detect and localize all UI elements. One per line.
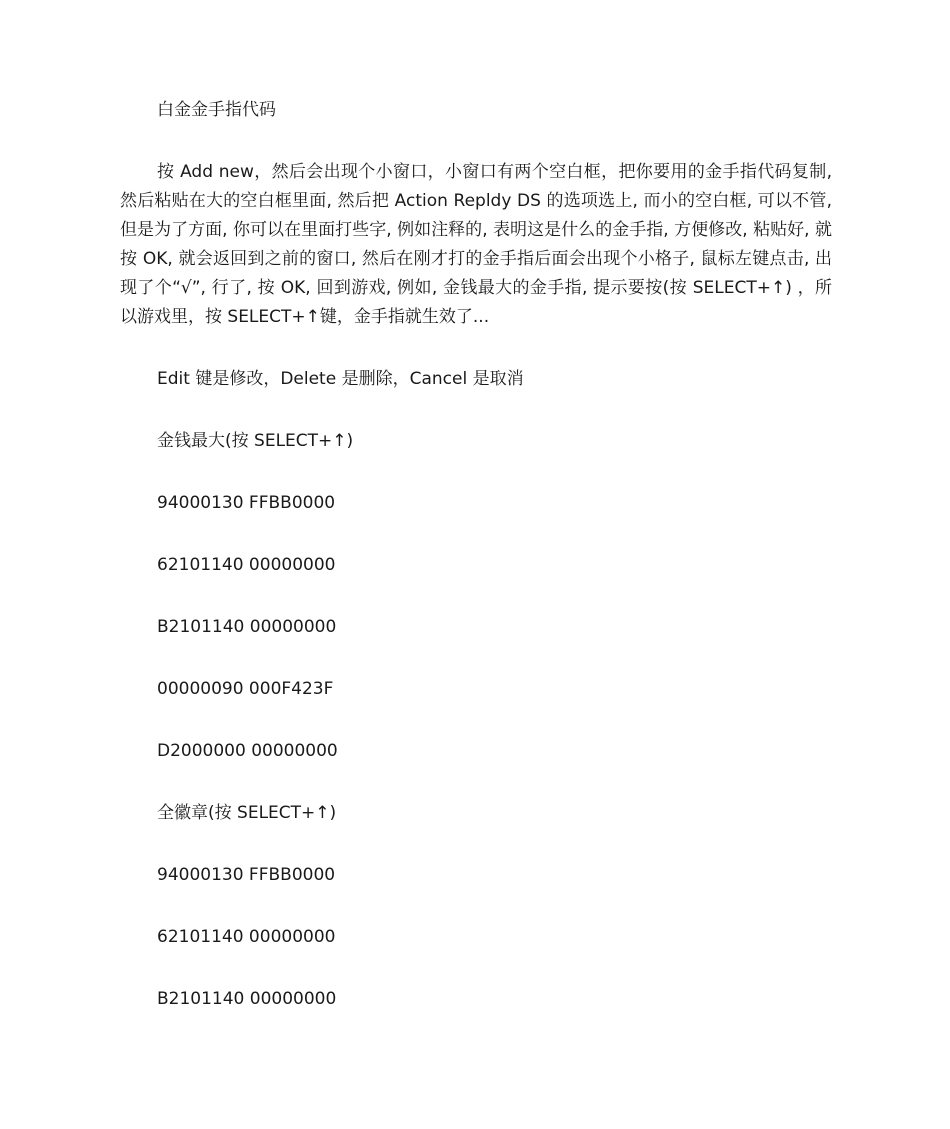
code-line: B2101140 00000000	[157, 617, 337, 637]
code-line: 62101140 00000000	[157, 555, 336, 575]
code-line: 62101140 00000000	[157, 927, 336, 947]
code-line: B2101140 00000000	[157, 989, 337, 1009]
code-line: D2000000 00000000	[157, 741, 338, 761]
section-label-money: 金钱最大(按 SELECT+↑)	[157, 431, 354, 451]
document-content	[120, 96, 832, 1014]
document-title: 白金金手指代码	[157, 100, 276, 120]
code-line: 94000130 FFBB0000	[157, 865, 336, 885]
keys-note: Edit 键是修改，Delete 是删除，Cancel 是取消	[157, 369, 524, 389]
code-line: 94000130 FFBB0000	[157, 493, 336, 513]
code-line: 00000090 000F423F	[157, 679, 334, 699]
section-label-badges: 全徽章(按 SELECT+↑)	[157, 803, 337, 823]
intro-paragraph: 按 Add new，然后会出现个小窗口，小窗口有两个空白框，把你要用的金手指代码复制, 然后粘贴在大的空白框里面, 然后把 Action Repldy DS 的选项选上, 而小的空白框, 可以不管, 但是为了方面, 你可以在里面打些字, 例如注释的, 表明这是什么的金手指, 方便修改, 粘贴好, 就按 OK, 就会返回到之前的窗口, 然后在刚才打的金手指后面会出现个小格子, 鼠标左键点击, 出现了个“√”, 行了, 按 OK, 回到游戏, 例如, 金钱最大的金手指, 提示要按(按 SELECT+↑) ，所以游戏里，按 SELECT+↑键，金手指就生效了...	[120, 162, 832, 327]
